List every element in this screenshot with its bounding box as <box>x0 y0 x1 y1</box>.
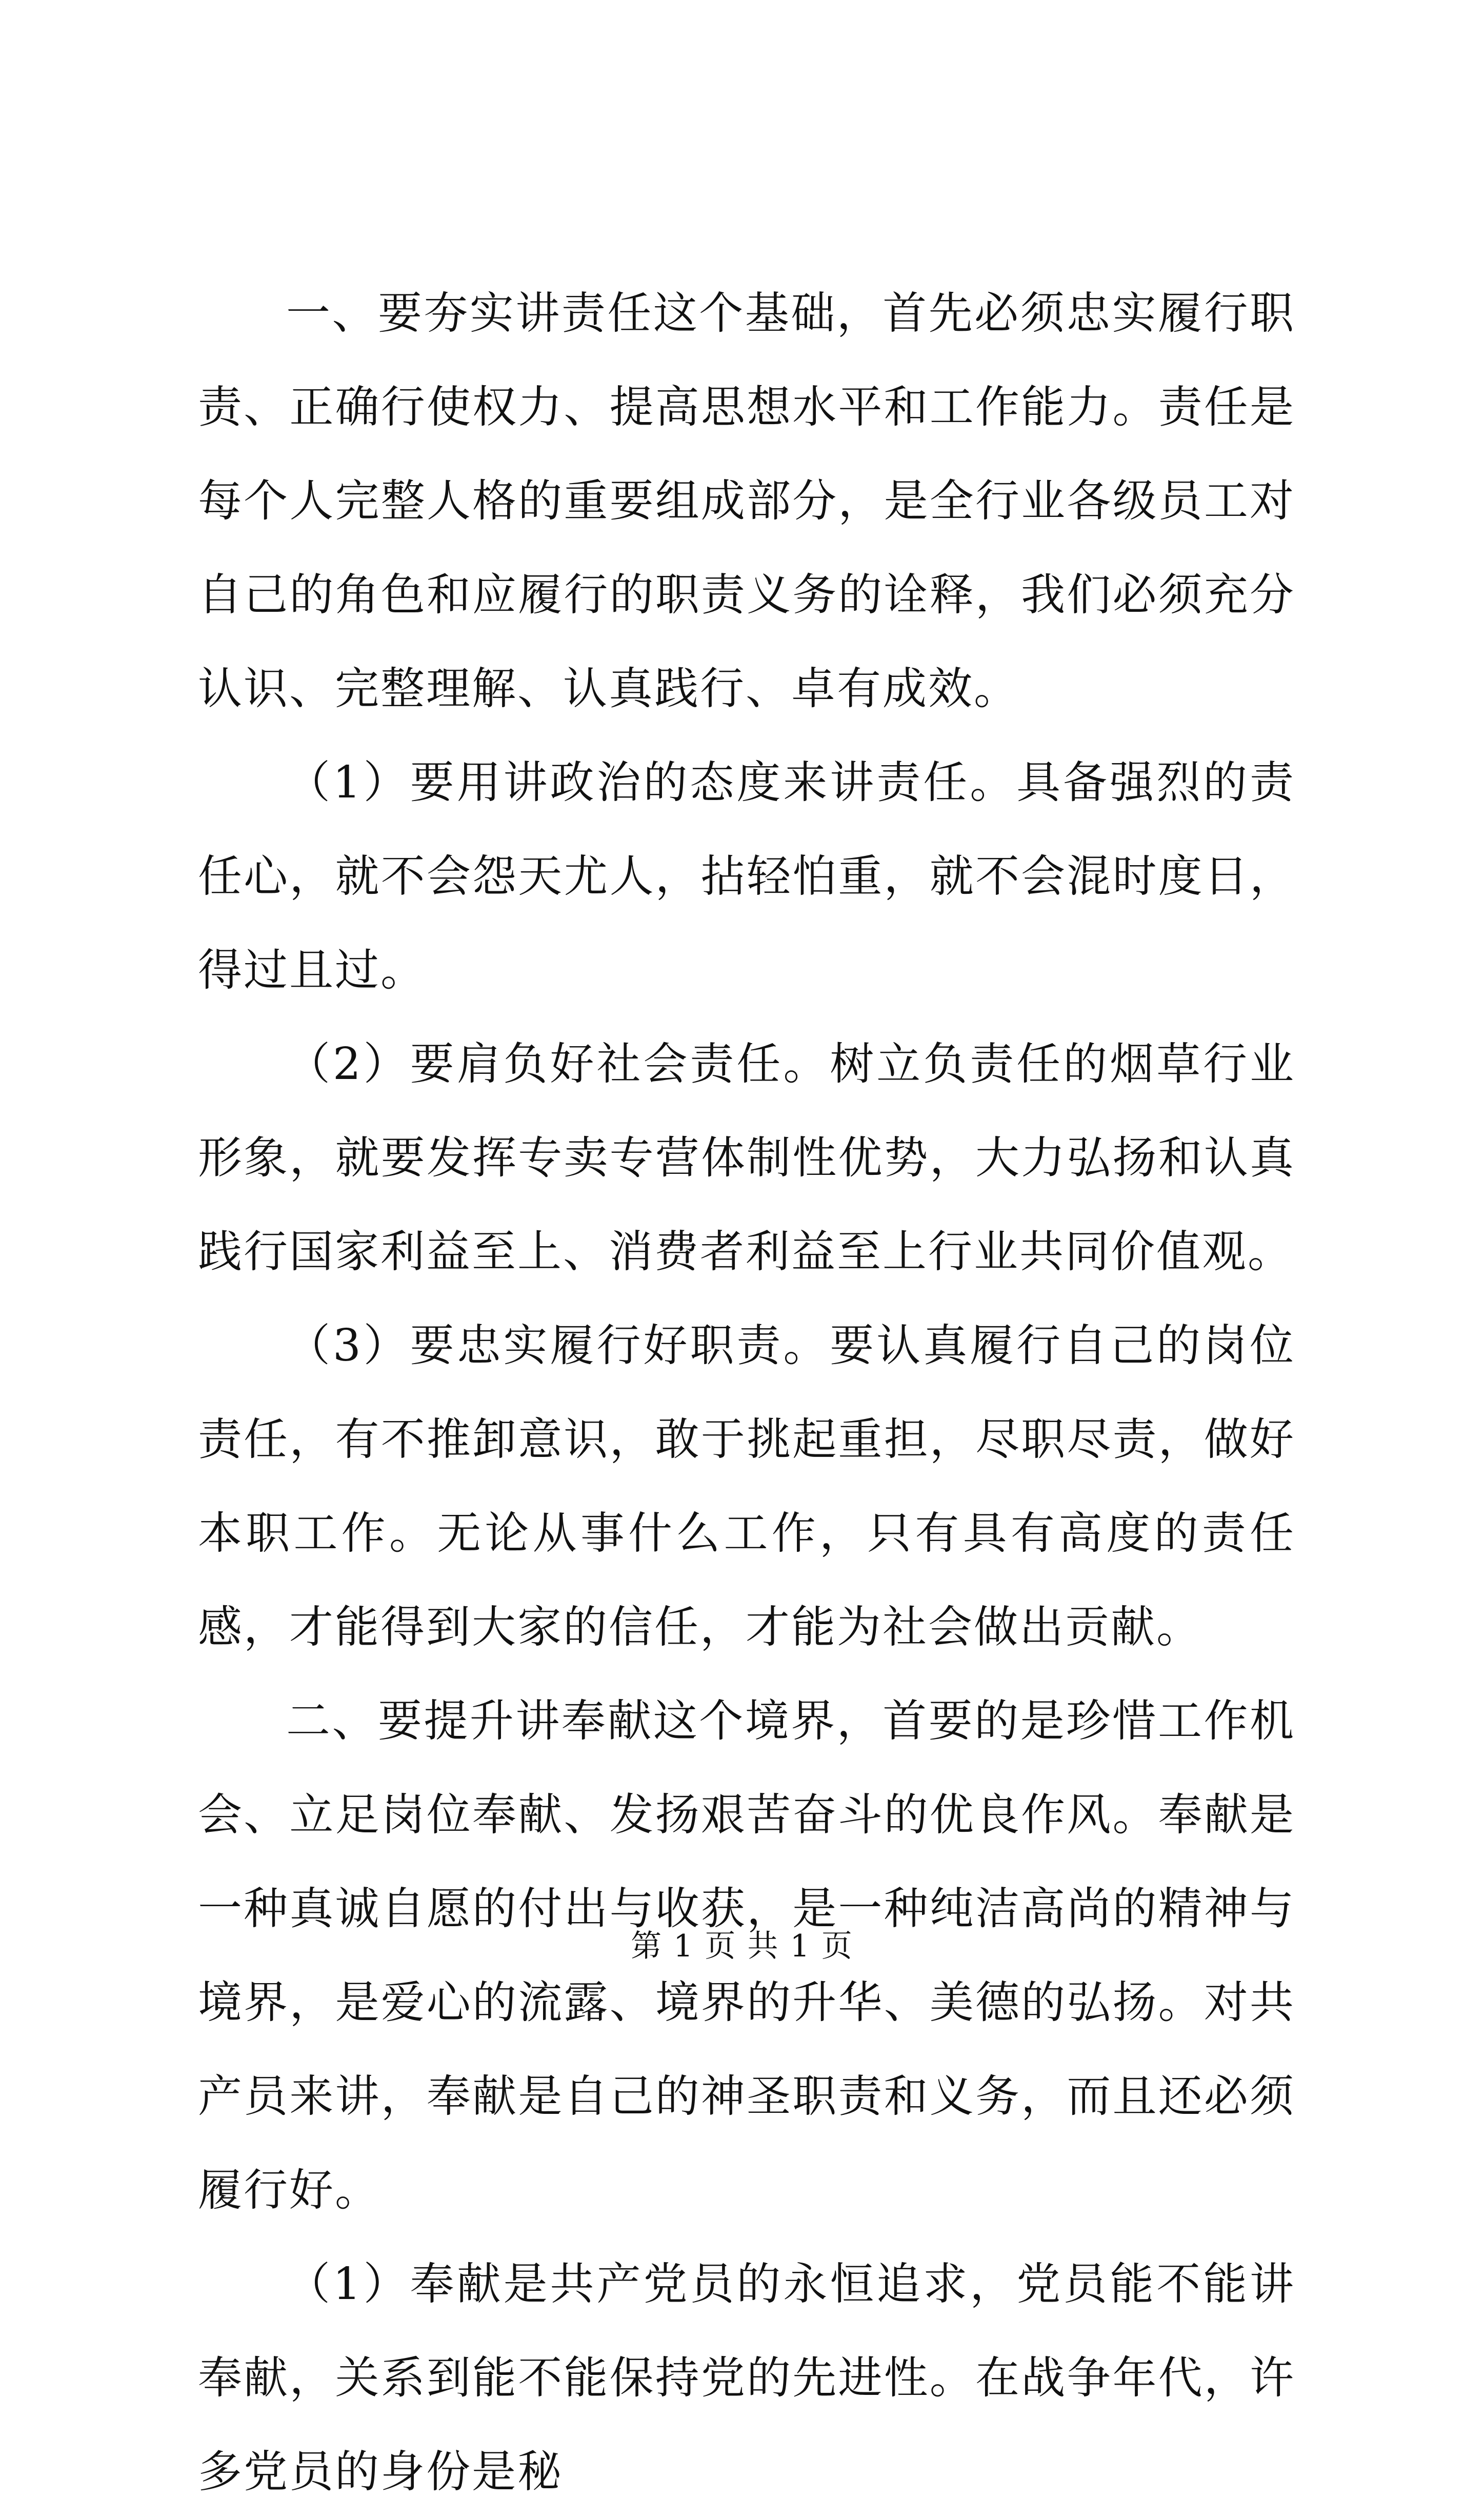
paragraph-item-1-3: （3）要忠实履行好职责。要认真履行自己的岗位责任，有不推卸意识，敢于挑起重担，尽职尽责，做好本职工作。无论从事什么工作，只有具有高度的责任感，才能得到大家的信任，才能为社会做出贡献。 <box>198 1320 1295 1653</box>
paragraph-item-2-1: （1）奉献是共产党员的永恒追求，党员能不能讲奉献，关系到能不能保持党的先进性。在战争年代，许多党员的身份是秘 <box>198 2258 1295 2497</box>
paragraph-section-one: 一、要夯实讲责任这个基础，首先必须忠实履行职责、正确行使权力、提高思想水平和工作能力。责任是每个人完整人格的重要组成部分，是全行业各级员工对自己的角色和应履行的职责义务的诠释，我们必须充分认识、完整理解、认真践行、卓有成效。 <box>198 288 1295 714</box>
document-body <box>198 267 1295 2519</box>
paragraph-item-1-1: （1）要用讲政治的态度来讲责任。具备强烈的责任心，就不会怨天尤人，拈轻怕重，就不会混时度日，得过且过。 <box>198 757 1295 996</box>
paragraph-item-1-2: （2）要肩负好社会责任。树立负责任的烟草行业形象，就要发挥专卖专营体制性优势，大力弘扬和认真践行国家利益至上、消费者利益至上行业共同价值观。 <box>198 1038 1295 1277</box>
paragraph-section-two: 二、要提升讲奉献这个境界，首要的是珍惜工作机会、立足岗位奉献、发扬艰苦奋斗的优良作风。奉献是一种真诚自愿的付出与收获，是一种纯洁高尚的精神与境界，是爱心的流露、境界的升华、美德的弘扬。对共产员来讲，奉献是自己的神圣职责和义务，而且还必须履行好。 <box>198 1695 1295 2216</box>
page-footer: 第 1 页 共 1 页 <box>631 1928 853 1964</box>
